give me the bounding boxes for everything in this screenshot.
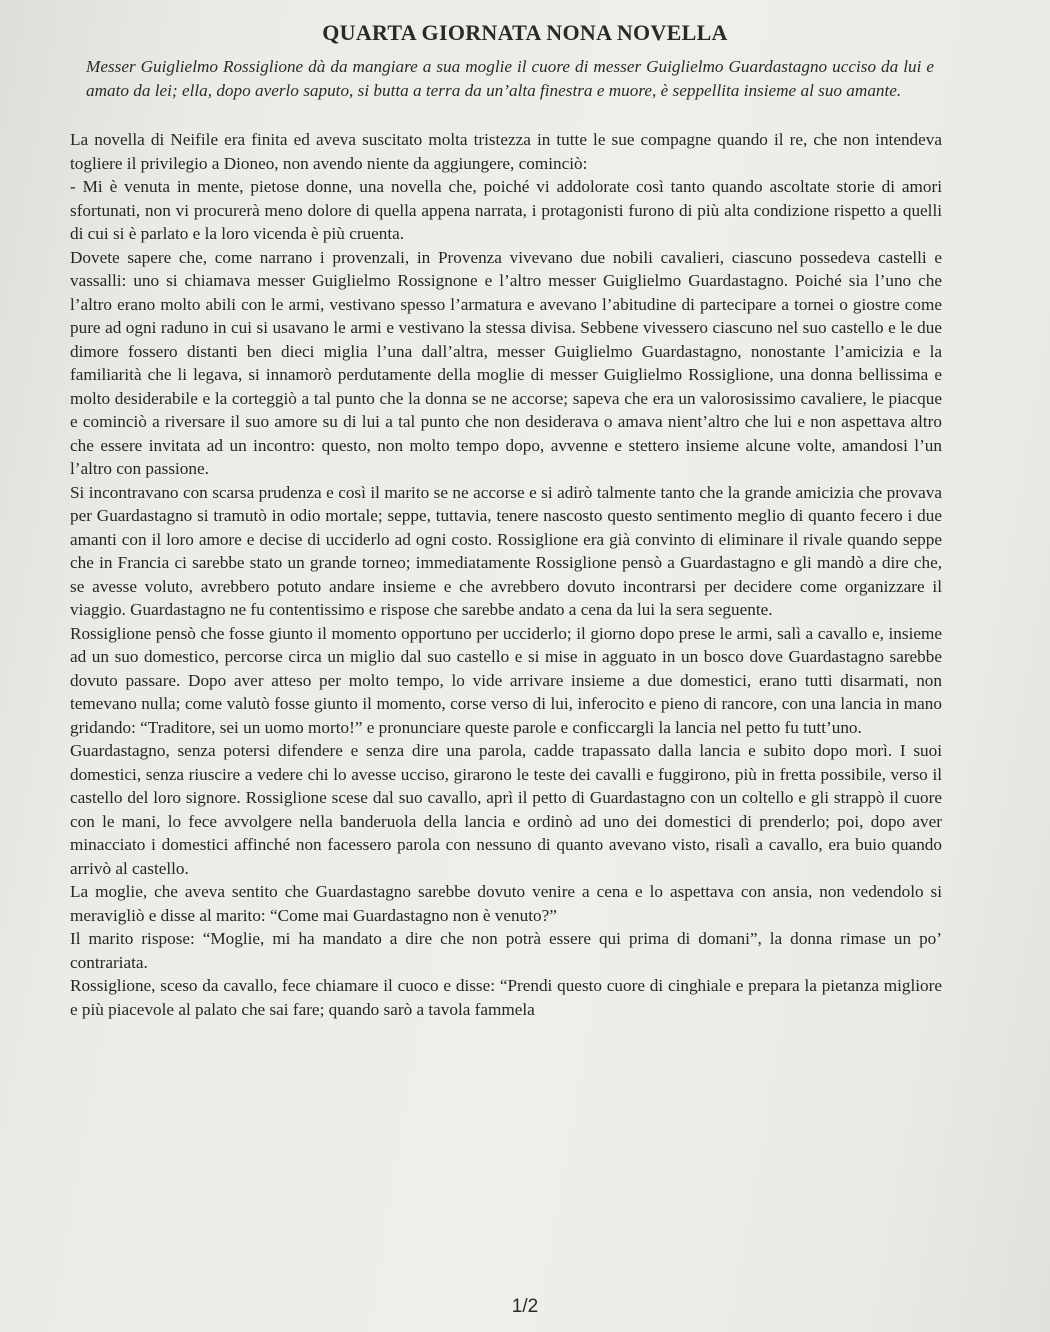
paragraph: Il marito rispose: “Moglie, mi ha mandato a dire che non potrà essere qui prima di domani”, la donna rimase un po’ contrariata. — [70, 929, 942, 972]
paragraph: Rossiglione, sceso da cavallo, fece chiamare il cuoco e disse: “Prendi questo cuore di cinghiale e prepara la pietanza migliore e più piacevole al palato che sai fare; quando sarò a tavola fammela — [70, 976, 942, 1019]
paragraph: Guardastagno, senza potersi difendere e senza dire una parola, cadde trapassato dalla lancia e subito dopo morì. I suoi domestici, senza riuscire a vedere chi lo avesse ucciso, girarono le teste dei cavalli e fuggirono, più in fretta possibile, verso il castello del loro signore. Rossiglione scese dal suo cavallo, aprì il petto di Guardastagno con un coltello e gli strappò il cuore con le mani, lo fece avvolgere nella banderuola della lancia e ordinò ad uno dei domestici di prenderlo; poi, dopo aver minacciato i domestici affinché non facessero parola con nessuno di quanto avevano visto, risalì a cavallo, era buio quando arrivò al castello. — [70, 741, 942, 878]
novella-summary: Messer Guiglielmo Rossiglione dà da mangiare a sua moglie il cuore di messer Guiglielmo Guardastagno ucciso da lui e amato da lei; ella, dopo averlo saputo, si butta a terra da un’alta finestra e muore, è seppellita insieme al suo amante. — [86, 57, 934, 100]
paragraph: Si incontravano con scarsa prudenza e così il marito se ne accorse e si adirò talmente tanto che la grande amicizia che provava per Guardastagno si tramutò in odio mortale; seppe, tuttavia, tenere nascosto questo sentimento meglio di quanto fecero i due amanti con il loro amore e decise di ucciderlo ad ogni costo. Rossiglione era già convinto di eliminare il rivale quando seppe che in Francia ci sarebbe stato un grande torneo; immediatamente Rossiglione pensò a Guardastagno e gli mandò a dire che, se avesse voluto, avrebbero potuto andare insieme e che avrebbero dovuto incontrarsi per decidere come organizzare il viaggio. Guardastagno ne fu contentissimo e rispose che sarebbe andato a cena da lui la sera seguente. — [70, 482, 942, 619]
paragraph: - Mi è venuta in mente, pietose donne, una novella che, poiché vi addolorate così tanto quando ascoltate storie di amori sfortunati, non vi procurerà meno dolore di quella appena narrata, i protagonisti furono di più alta condizione rispetto a quelli di cui si è parlato e la loro vicenda è più cruenta. — [70, 177, 942, 243]
page-number: 1/2 — [511, 1296, 539, 1317]
paragraph: Rossiglione pensò che fosse giunto il momento opportuno per ucciderlo; il giorno dopo prese le armi, salì a cavallo e, insieme ad un suo domestico, percorse circa un miglio dal suo castello e si mise in agguato in un bosco dove Guardastagno sarebbe dovuto passare. Dopo aver atteso per molto tempo, lo vide arrivare insieme a due domestici, erano tutti disarmati, non temevano nulla; come valutò fosse giunto il momento, corse verso di lui, inferocito e pieno di rancore, con una lancia in mano gridando: “Traditore, sei un uomo morto!” e pronunciare queste parole e conficcargli la lancia nel petto fu tutt’uno. — [70, 623, 942, 737]
page-title: QUARTA GIORNATA NONA NOVELLA — [322, 20, 728, 45]
paragraph: La novella di Neifile era finita ed aveva suscitato molta tristezza in tutte le sue compagne quando il re, che non intendeva togliere il privilegio a Dioneo, non avendo niente da aggiungere, cominciò: — [70, 130, 942, 173]
paragraph: La moglie, che aveva sentito che Guardastagno sarebbe dovuto venire a cena e lo aspettava con ansia, non vedendolo si meravigliò e disse al marito: “Come mai Guardastagno non è venuto?” — [70, 882, 942, 925]
body-text — [70, 128, 942, 1021]
paragraph: Dovete sapere che, come narrano i provenzali, in Provenza vivevano due nobili cavalieri, ciascuno possedeva castelli e vassalli: uno si chiamava messer Guiglielmo Rossignone e l’altro messer Guiglielmo Guardastagno. Poiché sia l’uno che l’altro erano molto abili con le armi, vestivano spesso l’armatura e avevano l’abitudine di partecipare a tornei o giostre come pure ad ogni raduno in cui si usavano le armi e vestivano la stessa divisa. Sebbene vivessero ciascuno nel suo castello e le due dimore fossero distanti ben dieci miglia l’una dall’altra, messer Guiglielmo Guardastagno, nonostante l’amicizia e la familiarità che li legava, si innamorò perdutamente della moglie di messer Guiglielmo Rossiglione, una donna bellissima e molto desiderabile e la corteggiò a tal punto che la donna se ne accorse; sapeva che era un valorosissimo cavaliere, le piacque e cominciò a riversare il suo amore su di lui a tal punto che non desiderava o amava nient’altro che lui e non aspettava altro che essere invitata ad un incontro: questo, non molto tempo dopo, avvenne e stettero insieme alcune volte, amandosi l’un l’altro con passione. — [70, 247, 942, 478]
